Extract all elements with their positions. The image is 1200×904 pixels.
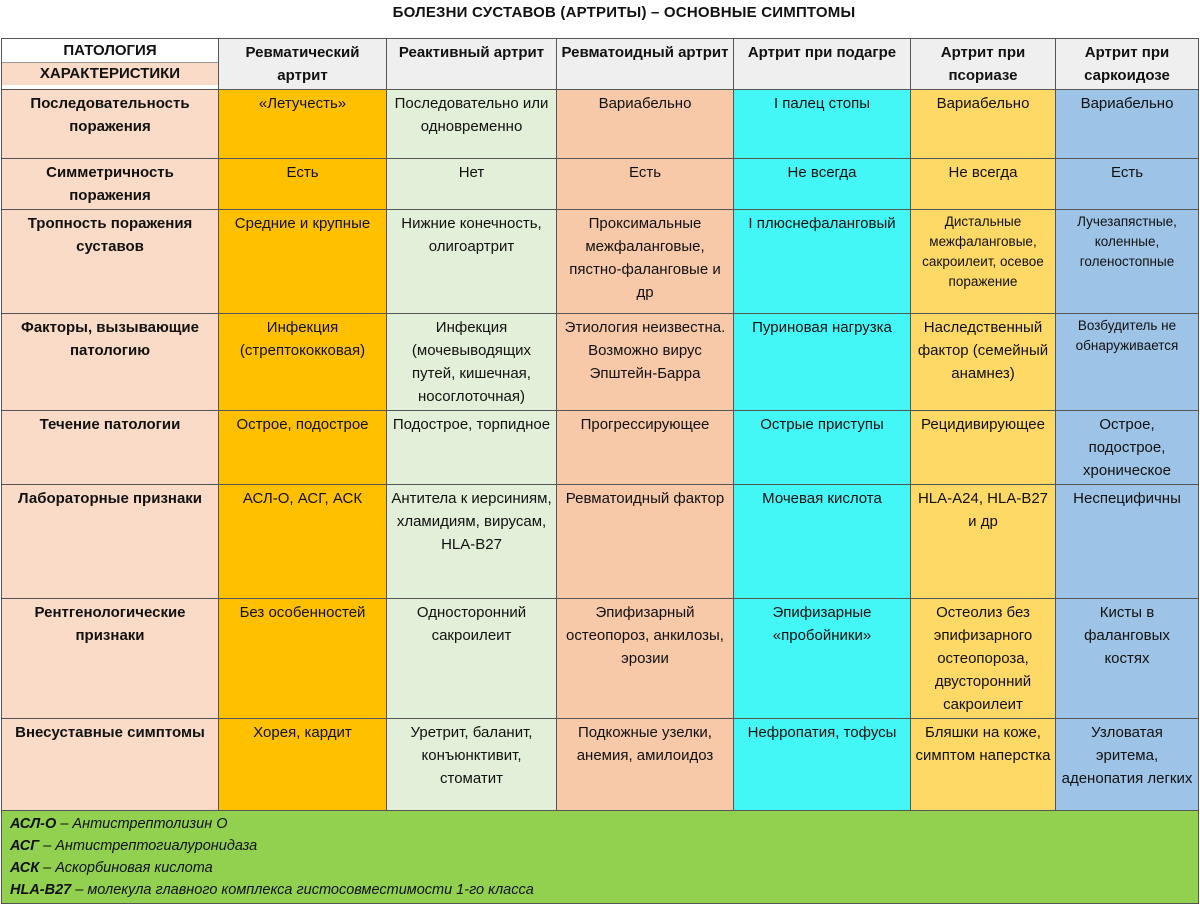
table-cell: Последовательно или одновременно (387, 90, 557, 159)
table-cell: Подострое, торпидное (387, 411, 557, 485)
table-cell: Вариабельно (911, 90, 1056, 159)
legend-abbreviation: АСГ (10, 838, 40, 854)
table-cell: Нижние конечность, олигоартрит (387, 210, 557, 314)
legend-definition: – Аскорбиновая кислота (39, 860, 213, 876)
row-label: Лабораторные признаки (2, 485, 219, 599)
table-cell: Инфекция (мочевыводящих путей, кишечная, носоглоточная) (387, 314, 557, 411)
legend-line (10, 835, 1190, 857)
legend-line (10, 813, 1190, 835)
table-row (2, 314, 1199, 411)
table-cell: Хорея, кардит (219, 719, 387, 811)
column-header: Реактивный артрит (387, 39, 557, 90)
legend-line (10, 879, 1190, 901)
column-header: Артрит при саркоидозе (1056, 39, 1199, 90)
legend-abbreviation: АСК (10, 860, 40, 876)
table-cell: Средние и крупные (219, 210, 387, 314)
table-row (2, 719, 1199, 811)
table-cell: Инфекция (стрептококковая) (219, 314, 387, 411)
table-cell: Проксимальные межфаланговые, пястно-фаланговые и др (557, 210, 734, 314)
table-cell: Односторонний сакроилеит (387, 599, 557, 719)
notes-row (2, 811, 1199, 904)
table-cell: Уретрит, баланит, конъюнктивит, стоматит (387, 719, 557, 811)
table-cell: Острое, подострое, хроническое (1056, 411, 1199, 485)
header-label-cell (2, 39, 219, 90)
column-header: Ревматоидный артрит (557, 39, 734, 90)
column-header: Артрит при псориазе (911, 39, 1056, 90)
table-cell: Подкожные узелки, анемия, амилоидоз (557, 719, 734, 811)
table-cell: Вариабельно (557, 90, 734, 159)
table-cell: HLA-A24, HLA-B27 и др (911, 485, 1056, 599)
table-row (2, 159, 1199, 210)
table-cell: Эпифизарный остеопороз, анкилозы, эрозии (557, 599, 734, 719)
table-cell: Вариабельно (1056, 90, 1199, 159)
header-label-characteristics: ХАРАКТЕРИСТИКИ (2, 63, 218, 85)
table-cell: Возбудитель не обнаруживается (1056, 314, 1199, 411)
header-row (2, 39, 1199, 90)
table-cell: Мочевая кислота (734, 485, 911, 599)
table-cell: Рецидивирующее (911, 411, 1056, 485)
table-cell: Не всегда (911, 159, 1056, 210)
table-cell: Антитела к иерсиниям, хламидиям, вирусам, HLA-B27 (387, 485, 557, 599)
legend-definition: – Антистрептогиалуронидаза (39, 838, 258, 854)
table-cell: Острые приступы (734, 411, 911, 485)
table-cell: Прогрессирующее (557, 411, 734, 485)
table-row (2, 90, 1199, 159)
table-row (2, 210, 1199, 314)
page-title: БОЛЕЗНИ СУСТАВОВ (АРТРИТЫ) – ОСНОВНЫЕ СИМПТОМЫ (392, 4, 856, 21)
table-cell: Узловатая эритема, аденопатия легких (1056, 719, 1199, 811)
table-cell: Этиология неизвестна. Возможно вирус Эпштейн-Барра (557, 314, 734, 411)
table-cell: Бляшки на коже, симптом наперстка (911, 719, 1056, 811)
table-row (2, 599, 1199, 719)
table-cell: Острое, подострое (219, 411, 387, 485)
table-cell: Кисты в фаланговых костях (1056, 599, 1199, 719)
row-label: Рентгенологические признаки (2, 599, 219, 719)
legend-definition: – молекула главного комплекса гистосовместимости 1-го класса (71, 882, 534, 898)
table-cell: Остеолиз без эпифизарного остеопороза, двусторонний сакроилеит (911, 599, 1056, 719)
table-cell: Пуриновая нагрузка (734, 314, 911, 411)
column-header: Ревматический артрит (219, 39, 387, 90)
column-header: Артрит при подагре (734, 39, 911, 90)
row-label: Симметричность поражения (2, 159, 219, 210)
legend-abbreviation: АСЛ-О (10, 816, 57, 832)
table-cell: Неспецифичны (1056, 485, 1199, 599)
table-cell: АСЛ-О, АСГ, АСК (219, 485, 387, 599)
table-cell: Есть (1056, 159, 1199, 210)
table-cell: Лучезапястные, коленные, голеностопные (1056, 210, 1199, 314)
table-cell: Дистальные межфаланговые, сакроилеит, осевое поражение (911, 210, 1056, 314)
row-label: Тропность поражения суставов (2, 210, 219, 314)
header-label-pathology: ПАТОЛОГИЯ (2, 39, 218, 63)
table-cell: Нефропатия, тофусы (734, 719, 911, 811)
row-label: Факторы, вызывающие патологию (2, 314, 219, 411)
table-row (2, 411, 1199, 485)
legend-abbreviation: HLA-B27 (10, 882, 72, 898)
table-cell: Не всегда (734, 159, 911, 210)
row-label: Течение патологии (2, 411, 219, 485)
table-cell: Ревматоидный фактор (557, 485, 734, 599)
table-cell: Без особенностей (219, 599, 387, 719)
legend-line (10, 857, 1190, 879)
arthritis-table (1, 38, 1199, 904)
table-cell: I палец стопы (734, 90, 911, 159)
row-label: Внесуставные симптомы (2, 719, 219, 811)
table-row (2, 485, 1199, 599)
table-cell: Нет (387, 159, 557, 210)
table-cell: Эпифизарные «пробойники» (734, 599, 911, 719)
table-cell: Есть (219, 159, 387, 210)
legend-definition: – Антистрептолизин О (56, 816, 228, 832)
table-cell: «Летучесть» (219, 90, 387, 159)
row-label: Последовательность поражения (2, 90, 219, 159)
table-cell: Наследственный фактор (семейный анамнез) (911, 314, 1056, 411)
table-cell: Есть (557, 159, 734, 210)
table-cell: I плюснефаланговый (734, 210, 911, 314)
abbreviations-legend (2, 811, 1199, 904)
